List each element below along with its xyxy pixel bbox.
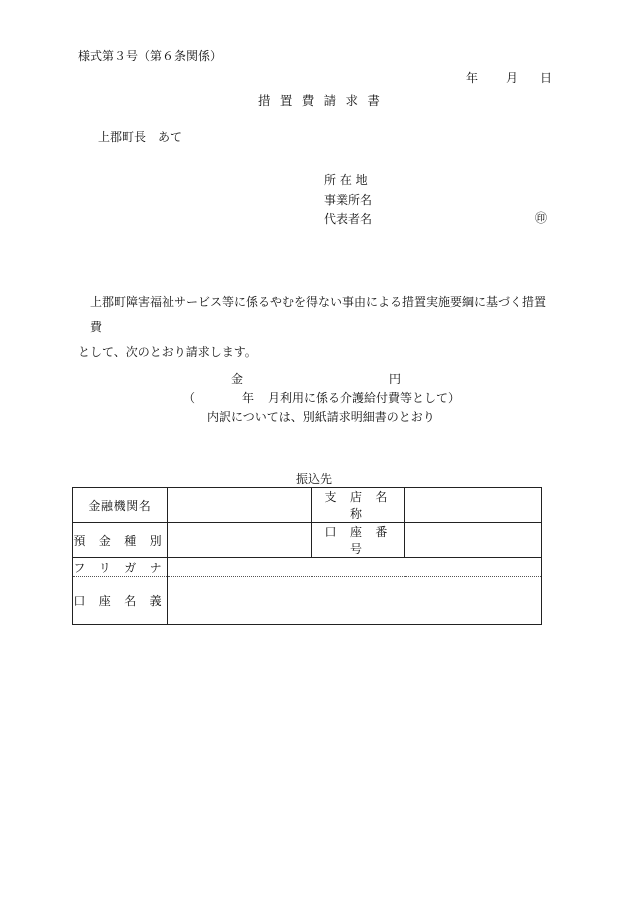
- furigana-label: フ リ ガ ナ: [73, 558, 168, 577]
- request-statement: [78, 290, 553, 365]
- usage-description: 月利用に係る介護給付費等として）: [268, 391, 461, 405]
- bank-account-table: [72, 487, 542, 625]
- furigana-field[interactable]: [167, 558, 541, 577]
- account-number-field[interactable]: [405, 523, 542, 558]
- transfer-heading: 振込先: [296, 472, 333, 486]
- addressee: 上郡町長 あて: [98, 130, 183, 144]
- date-day-label: 日: [540, 71, 553, 85]
- table-row: [73, 488, 542, 523]
- usage-open-paren: （: [183, 391, 196, 405]
- request-statement-line-2: として、次のとおり請求します。: [78, 345, 257, 359]
- usage-year-label: 年: [242, 391, 255, 405]
- account-holder-label: 口 座 名 義: [73, 577, 168, 625]
- account-number-label: 口 座 番 号: [312, 523, 405, 558]
- bank-name-field[interactable]: [167, 488, 312, 523]
- amount-yen-label: 円: [389, 372, 402, 386]
- business-name-label: 事業所名: [324, 193, 373, 207]
- branch-name-field[interactable]: [405, 488, 542, 523]
- document-title: 措置費請求書: [258, 93, 390, 108]
- date-month-label: 月: [506, 71, 519, 85]
- seal-mark: ㊞: [535, 211, 548, 225]
- request-statement-line-1: 上郡町障害福祉サービス等に係るやむを得ない事由による措置実施要綱に基づく措置費: [90, 295, 547, 334]
- table-row: [73, 558, 542, 577]
- branch-name-label: 支 店 名 称: [312, 488, 405, 523]
- representative-label: 代表者名: [324, 212, 373, 226]
- table-row: [73, 523, 542, 558]
- date-year-label: 年: [466, 71, 479, 85]
- form-number: 様式第３号（第６条関係）: [78, 49, 223, 63]
- bank-name-label: 金融機関名: [73, 488, 168, 523]
- breakdown-note: 内訳については、別紙請求明細書のとおり: [207, 410, 435, 424]
- deposit-type-label: 預 金 種 別: [73, 523, 168, 558]
- deposit-type-field[interactable]: [167, 523, 312, 558]
- account-holder-field[interactable]: [167, 577, 541, 625]
- table-row: [73, 577, 542, 625]
- amount-kin-label: 金: [231, 372, 244, 386]
- address-label: 所 在 地: [324, 173, 368, 187]
